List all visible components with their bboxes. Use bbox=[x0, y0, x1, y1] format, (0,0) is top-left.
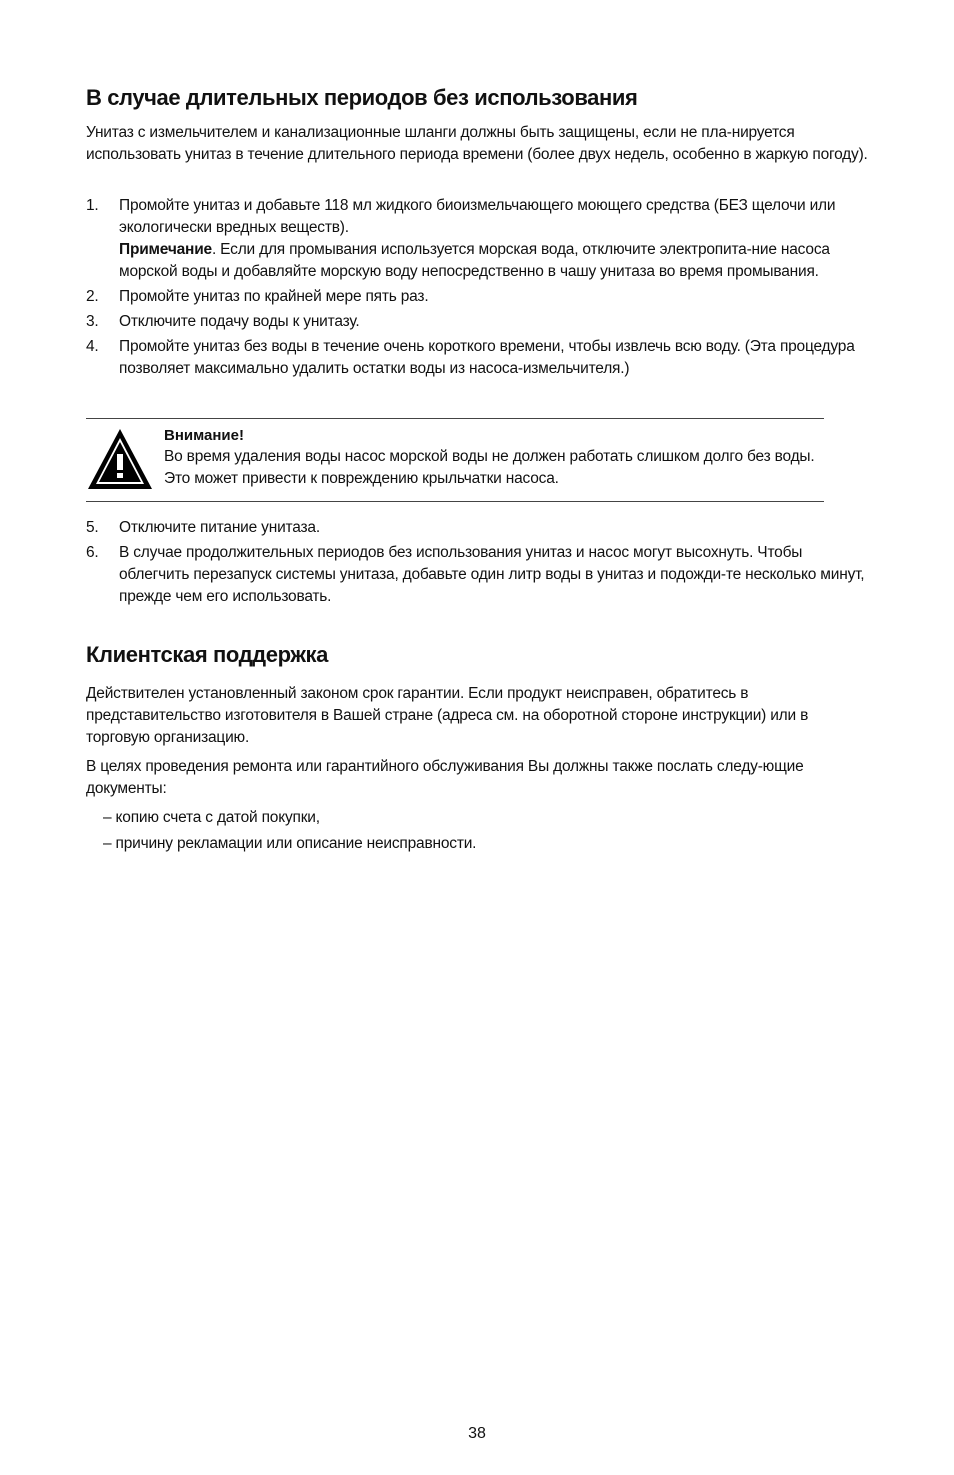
step-text: Промойте унитаз по крайней мере пять раз. bbox=[119, 288, 429, 305]
step-text: Промойте унитаз и добавьте 118 мл жидкого биоизмельчающего моющего средства (БЕЗ щелочи или экологически вредных веществ). bbox=[119, 197, 836, 236]
steps-list-1 bbox=[86, 195, 872, 383]
intro-paragraph: Унитаз с измельчителем и канализационные шланги должны быть защищены, если не пла-нируется использовать унитаз в течение длительного периода времени (более двух недель, особенно в жаркую погоду). bbox=[86, 124, 868, 163]
warning-body bbox=[164, 426, 824, 490]
step-number: 1. bbox=[86, 197, 99, 214]
warning-box bbox=[86, 418, 824, 502]
list-item bbox=[86, 286, 872, 308]
step-text: Отключите питание унитаза. bbox=[119, 519, 320, 536]
steps-list-2 bbox=[86, 517, 872, 611]
list-item: – копию счета с датой покупки, bbox=[103, 809, 320, 826]
page-number: 38 bbox=[468, 1425, 486, 1442]
step-text: Отключите подачу воды к унитазу. bbox=[119, 313, 360, 330]
step-number: 3. bbox=[86, 313, 99, 330]
step-number: 5. bbox=[86, 519, 99, 536]
step-text: В случае продолжительных периодов без использования унитаз и насос могут высохнуть. Чтобы облегчить перезапуск системы унитаза, добавьте один литр воды в унитаз и подожди-те несколько минут, прежде чем его использовать. bbox=[119, 544, 865, 605]
note-label: Примечание bbox=[119, 241, 212, 258]
step-number: 2. bbox=[86, 288, 99, 305]
step-text: Промойте унитаз без воды в течение очень короткого времени, чтобы извлечь всю воду. (Эта процедура позволяет максимально удалить остатки воды из насоса-измельчителя.) bbox=[119, 338, 855, 377]
support-paragraph-2: В целях проведения ремонта или гарантийного обслуживания Вы должны также послать следу-ющие документы: bbox=[86, 758, 804, 797]
warning-triangle-icon bbox=[86, 427, 154, 491]
note-text: . Если для промывания используется морская вода, отключите электропита-ние насоса морской воды и добавляйте морскую воду непосредственно в чашу унитаза во время промывания. bbox=[119, 241, 830, 280]
step-number: 6. bbox=[86, 544, 99, 561]
section-title-customer-support: Клиентская поддержка bbox=[86, 642, 328, 667]
warning-title: Внимание! bbox=[164, 427, 244, 444]
section-title-long-storage: В случае длительных периодов без использования bbox=[86, 85, 638, 110]
step-number: 4. bbox=[86, 338, 99, 355]
list-item: – причину рекламации или описание неисправности. bbox=[103, 835, 477, 852]
warning-text: Во время удаления воды насос морской воды не должен работать слишком долго без воды. Это может привести к повреждению крыльчатки насоса. bbox=[164, 448, 815, 487]
list-item bbox=[86, 311, 872, 333]
list-item bbox=[86, 195, 872, 283]
list-item bbox=[86, 517, 872, 539]
documents-list bbox=[103, 807, 476, 859]
support-paragraph-1: Действителен установленный законом срок гарантии. Если продукт неисправен, обратитесь в представительство изготовителя в Вашей стране (адреса см. на оборотной стороне инструкции) или в торговую организацию. bbox=[86, 685, 809, 746]
list-item bbox=[86, 336, 872, 380]
list-item bbox=[86, 542, 872, 608]
